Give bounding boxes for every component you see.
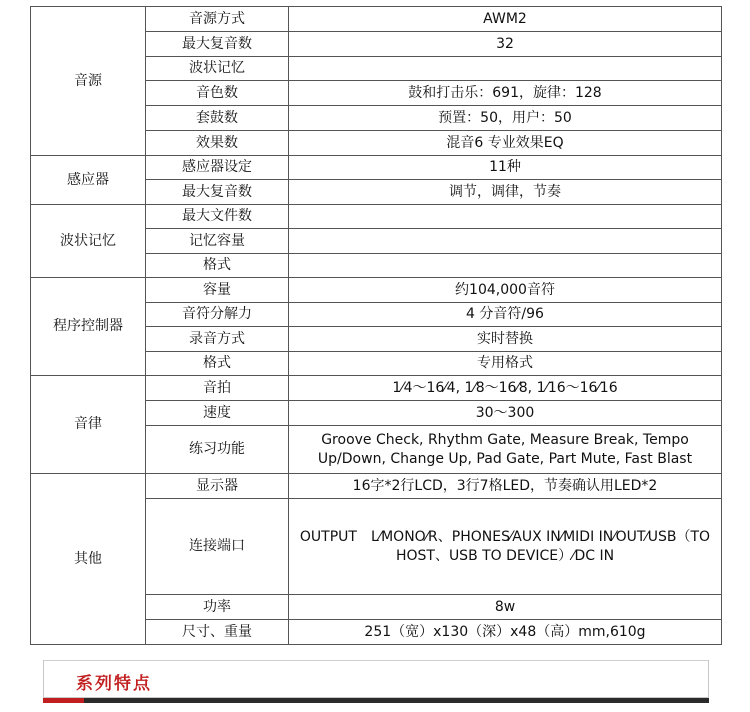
- spec-label: 尺寸、重量: [146, 620, 289, 645]
- spec-label: 音符分解力: [146, 303, 289, 327]
- section-underline-bar: [43, 698, 709, 703]
- spec-value: 专用格式: [289, 352, 722, 376]
- spec-label: 波状记忆: [146, 57, 289, 81]
- table-row: [31, 474, 722, 499]
- spec-label: 最大文件数: [146, 205, 289, 229]
- spec-label: 练习功能: [146, 426, 289, 474]
- section-header: [43, 660, 709, 698]
- spec-label: 最大复音数: [146, 180, 289, 205]
- spec-table: [30, 6, 722, 645]
- spec-label: 功率: [146, 595, 289, 620]
- table-row: [31, 7, 722, 32]
- spec-label: 音色数: [146, 81, 289, 106]
- spec-label: 效果数: [146, 131, 289, 156]
- category-cell: 程序控制器: [31, 278, 146, 376]
- spec-value: 32: [289, 32, 722, 57]
- spec-label: 音源方式: [146, 7, 289, 32]
- spec-label: 连接端口: [146, 499, 289, 595]
- spec-value: AWM2: [289, 7, 722, 32]
- category-cell: 感应器: [31, 156, 146, 205]
- spec-label: 格式: [146, 254, 289, 278]
- spec-label: 音拍: [146, 376, 289, 401]
- spec-value: 4 分音符/96: [289, 303, 722, 327]
- category-cell: 音源: [31, 7, 146, 156]
- spec-label: 记忆容量: [146, 229, 289, 254]
- spec-value: [289, 205, 722, 229]
- spec-value: 30～300: [289, 401, 722, 426]
- spec-label: 感应器设定: [146, 156, 289, 180]
- category-cell: 其他: [31, 474, 146, 645]
- spec-value: 约104,000音符: [289, 278, 722, 303]
- category-cell: 音律: [31, 376, 146, 474]
- spec-value: 251（宽）x130（深）x48（高）mm,610g: [289, 620, 722, 645]
- table-row: [31, 376, 722, 401]
- category-cell: 波状记忆: [31, 205, 146, 278]
- spec-label: 套鼓数: [146, 106, 289, 131]
- spec-value: [289, 229, 722, 254]
- spec-value: 16字*2行LCD，3行7格LED，节奏确认用LED*2: [289, 474, 722, 499]
- spec-value: OUTPUT L⁄MONO⁄R、PHONES⁄AUX IN⁄MIDI IN⁄OUT⁄USB（TO HOST、USB TO DEVICE）⁄DC IN: [289, 499, 722, 595]
- spec-value: 混音6 专业效果EQ: [289, 131, 722, 156]
- spec-label: 格式: [146, 352, 289, 376]
- spec-value: 调节，调律，节奏: [289, 180, 722, 205]
- spec-label: 速度: [146, 401, 289, 426]
- spec-label: 容量: [146, 278, 289, 303]
- spec-value: 实时替换: [289, 327, 722, 352]
- table-row: [31, 278, 722, 303]
- spec-value: [289, 254, 722, 278]
- spec-value: Groove Check, Rhythm Gate, Measure Break, Tempo Up/Down, Change Up, Pad Gate, Part Mute, Fast Blast: [289, 426, 722, 474]
- table-row: [31, 205, 722, 229]
- spec-label: 录音方式: [146, 327, 289, 352]
- spec-value: [289, 57, 722, 81]
- spec-value: 1⁄4～16⁄4, 1⁄8～16⁄8, 1⁄16～16⁄16: [289, 376, 722, 401]
- spec-value: 鼓和打击乐：691，旋律：128: [289, 81, 722, 106]
- spec-value: 11种: [289, 156, 722, 180]
- spec-value: 预置：50，用户：50: [289, 106, 722, 131]
- spec-label: 显示器: [146, 474, 289, 499]
- section-title: 系列特点: [76, 674, 152, 694]
- spec-label: 最大复音数: [146, 32, 289, 57]
- spec-value: 8w: [289, 595, 722, 620]
- section-underline-accent: [43, 698, 84, 703]
- table-row: [31, 156, 722, 180]
